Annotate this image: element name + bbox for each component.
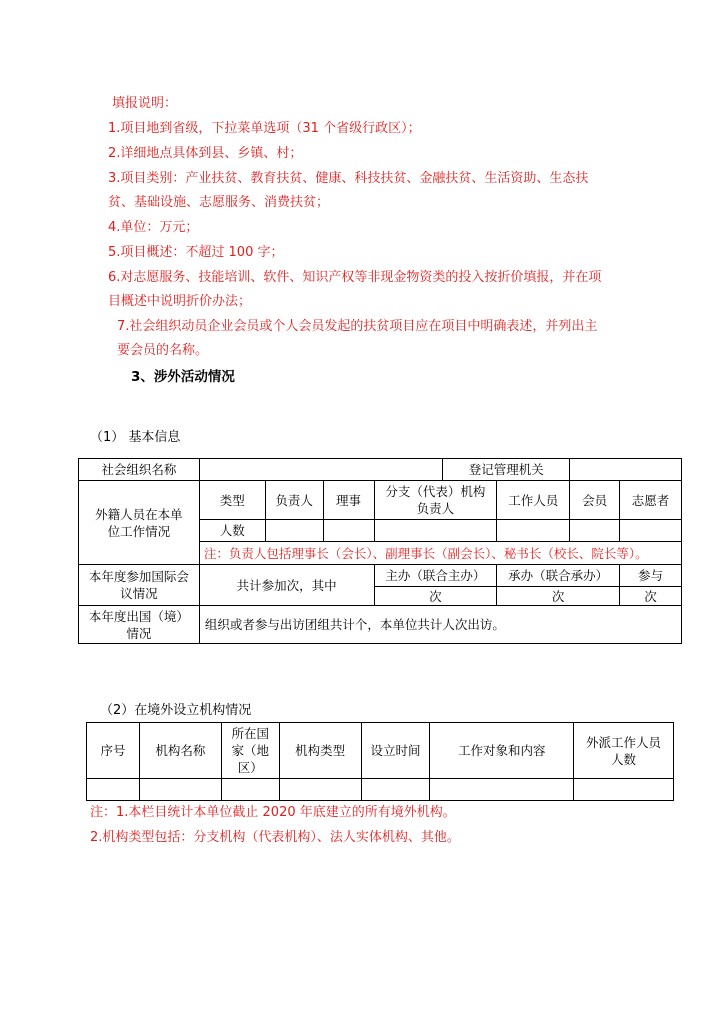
conf-label: 本年度参加国际会议情况	[79, 565, 200, 606]
org-name-label: 社会组织名称	[79, 459, 200, 481]
reg-authority-label: 登记管理机关	[443, 459, 570, 481]
count-director[interactable]	[323, 520, 374, 542]
count-staff[interactable]	[497, 520, 570, 542]
overseas-note-1: 注：1.本栏目统计本单位截止 2020 年底建立的所有境外机构。	[90, 805, 456, 820]
col-director: 理事	[323, 481, 374, 520]
cell-institution-type[interactable]	[279, 779, 361, 801]
basic-info-label: （1） 基本信息	[90, 430, 181, 445]
cell-dispatched-staff[interactable]	[574, 779, 674, 801]
abroad-label: 本年度出国（境）情况	[79, 606, 200, 644]
instruction-item-7: 7.社会组织动员企业会员或个人会员发起的扶贫项目应在项目中明确表述，并列出主	[117, 319, 598, 334]
conf-participate-count[interactable]	[620, 587, 682, 606]
section-title: 3、涉外活动情况	[131, 369, 235, 385]
count-branch-leader[interactable]	[374, 520, 497, 542]
org-name-value[interactable]	[199, 459, 443, 481]
cell-country[interactable]	[221, 779, 279, 801]
col-institution-type: 机构类型	[279, 723, 361, 779]
count-volunteer[interactable]	[620, 520, 682, 542]
reg-authority-value[interactable]	[570, 459, 682, 481]
conf-undertake-count[interactable]	[497, 587, 620, 606]
foreign-staff-label: 外籍人员在本单位工作情况	[79, 481, 200, 565]
basic-info-table	[78, 458, 682, 644]
conf-undertake-unit: 次	[551, 588, 565, 604]
instruction-item-2: 2.详细地点具体到县、乡镇、村；	[108, 146, 303, 161]
cell-institution-name[interactable]	[139, 779, 221, 801]
conf-host-unit: 次	[429, 588, 442, 604]
conf-total: 共计参加次，其中	[199, 565, 374, 606]
overseas-label: （2）在境外设立机构情况	[100, 703, 252, 718]
col-serial: 序号	[87, 723, 140, 779]
col-dispatched-staff: 外派工作人员人数	[574, 723, 674, 779]
count-leader[interactable]	[265, 520, 323, 542]
cell-setup-time[interactable]	[361, 779, 430, 801]
col-leader: 负责人	[265, 481, 323, 520]
conf-host-label: 主办（联合主办）	[374, 565, 497, 587]
instruction-item-3-cont: 贫、基础设施、志愿服务、消费扶贫；	[108, 195, 330, 210]
count-label: 人数	[199, 520, 265, 542]
instruction-item-5: 5.项目概述：不超过 100 字；	[108, 245, 284, 260]
col-volunteer: 志愿者	[620, 481, 682, 520]
instructions-heading: 填报说明：	[112, 96, 178, 111]
col-institution-name: 机构名称	[139, 723, 221, 779]
instruction-item-6: 6.对志愿服务、技能培训、软件、知识产权等非现金物资类的投入按折价填报，并在项	[108, 270, 602, 285]
instruction-item-6-cont: 目概述中说明折价办法；	[108, 294, 252, 309]
cell-serial[interactable]	[87, 779, 140, 801]
overseas-table	[86, 722, 674, 801]
abroad-text: 组织或者参与出访团组共计个，本单位共计人次出访。	[199, 606, 681, 644]
conf-undertake-label: 承办（联合承办）	[497, 565, 620, 587]
staff-note: 注：负责人包括理事长（会长）、副理事长（副会长）、秘书长（校长、院长等）。	[199, 542, 681, 565]
col-member: 会员	[570, 481, 620, 520]
col-work-content: 工作对象和内容	[430, 723, 574, 779]
conf-participate-unit: 次	[644, 588, 657, 604]
instruction-item-4: 4.单位：万元；	[108, 220, 199, 235]
count-member[interactable]	[570, 520, 620, 542]
col-staff: 工作人员	[497, 481, 570, 520]
instruction-item-3: 3.项目类别：产业扶贫、教育扶贫、健康、科技扶贫、金融扶贫、生活资助、生态扶	[108, 171, 589, 186]
col-branch-leader: 分支（代表）机构负责人	[374, 481, 497, 520]
col-country: 所在国家（地区）	[221, 723, 279, 779]
instruction-item-7-cont: 要会员的名称。	[117, 343, 209, 358]
col-type: 类型	[199, 481, 265, 520]
col-setup-time: 设立时间	[361, 723, 430, 779]
instruction-item-1: 1.项目地到省级，下拉菜单选项（31 个省级行政区）；	[108, 121, 421, 136]
overseas-note-2: 2.机构类型包括：分支机构（代表机构）、法人实体机构、其他。	[90, 830, 460, 845]
conf-participate-label: 参与	[620, 565, 682, 587]
cell-work-content[interactable]	[430, 779, 574, 801]
conf-host-count[interactable]	[374, 587, 497, 606]
